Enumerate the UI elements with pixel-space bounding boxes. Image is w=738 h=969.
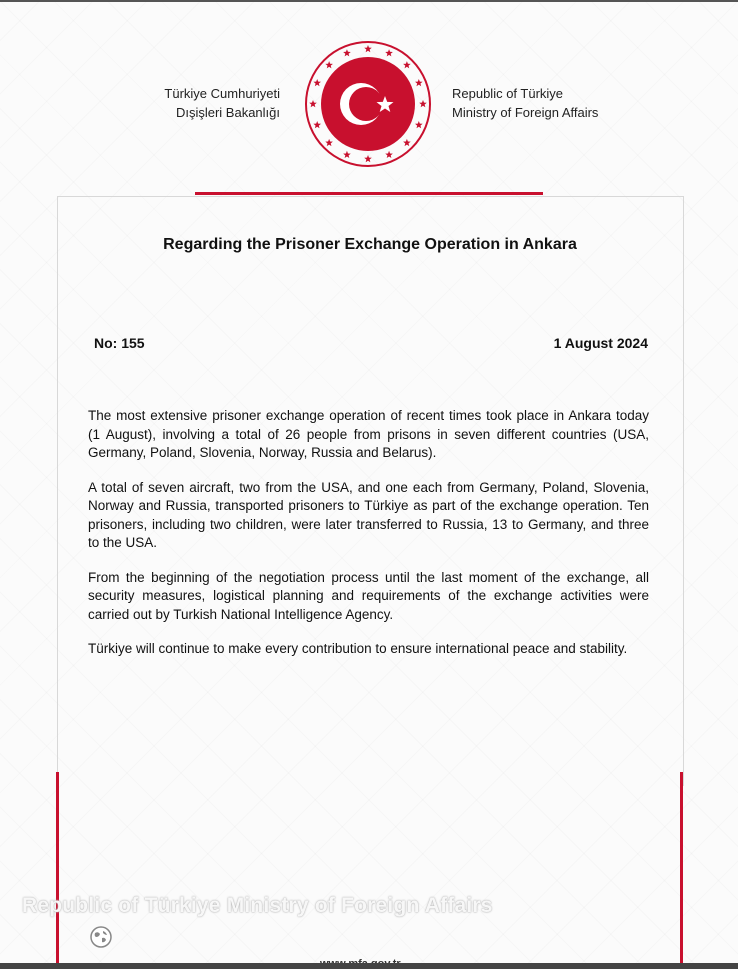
header-left-line2: Dışişleri Bakanlığı [175, 105, 280, 120]
header-left-line1: Türkiye Cumhuriyeti [164, 86, 280, 101]
paragraph-3: From the beginning of the negotiation process until the last moment of the exchange, all security measures, logistical planning and requirements of the exchange activities were carried out by Turkish National Intelligence Agency. [88, 569, 649, 622]
header-turkish [150, 84, 280, 122]
seal-star-icon [364, 155, 372, 162]
seal-star-icon [415, 79, 423, 86]
frame-left [57, 196, 58, 786]
header-red-rule [195, 192, 543, 195]
watermark-text: Republic of Türkiye Ministry of Foreign Affairs [22, 894, 493, 917]
seal-star-icon [313, 121, 321, 128]
seal-star-icon [325, 61, 333, 68]
header-english [452, 84, 632, 122]
frame-top [57, 196, 684, 197]
frame-right [683, 196, 684, 786]
document-title: Regarding the Prisoner Exchange Operation in Ankara [163, 236, 577, 253]
paragraph-4: Türkiye will continue to make every contribution to ensure international peace and stability. [88, 641, 628, 656]
frame-red-right [680, 772, 683, 969]
seal-star-icon [403, 61, 411, 68]
seal-star-icon [403, 139, 411, 146]
seal-star-icon [313, 79, 321, 86]
seal-star-icon [419, 100, 427, 107]
top-border [0, 0, 738, 2]
frame-red-left [56, 772, 59, 969]
paragraph-1: The most extensive prisoner exchange operation of recent times took place in Ankara today (1 August), involving a total of 26 people from prisons in seven different countries (USA, Germany, Poland, Slovenia, Norway, Russia and Belarus). [88, 408, 649, 460]
seal-star-icon [343, 49, 351, 56]
document-date: 1 August 2024 [553, 335, 648, 351]
seal-star-icon [385, 49, 393, 56]
seal-star-icon [364, 45, 372, 52]
seal-star-icon [385, 151, 393, 158]
paragraph-2: A total of seven aircraft, two from the USA, and one each from Germany, Poland, Slovenia, Norway and Russia, transported prisoners to Türkiye as part of the exchange operation. Ten prisoners, including two children, were later transferred to Russia, 13 to Germany, and three to the USA. [88, 479, 649, 550]
seal-star-icon [309, 100, 317, 107]
document-number: No: 155 [94, 335, 145, 351]
ministry-seal-icon [301, 37, 435, 171]
seal-star-icon [343, 151, 351, 158]
header-right-line2: Ministry of Foreign Affairs [452, 105, 599, 120]
header-right-line1: Republic of Türkiye [452, 86, 564, 101]
bottom-bar [0, 963, 738, 969]
globe-icon [90, 926, 112, 948]
seal-star-icon [325, 139, 333, 146]
document-body [88, 407, 649, 675]
seal-star-icon [415, 121, 423, 128]
